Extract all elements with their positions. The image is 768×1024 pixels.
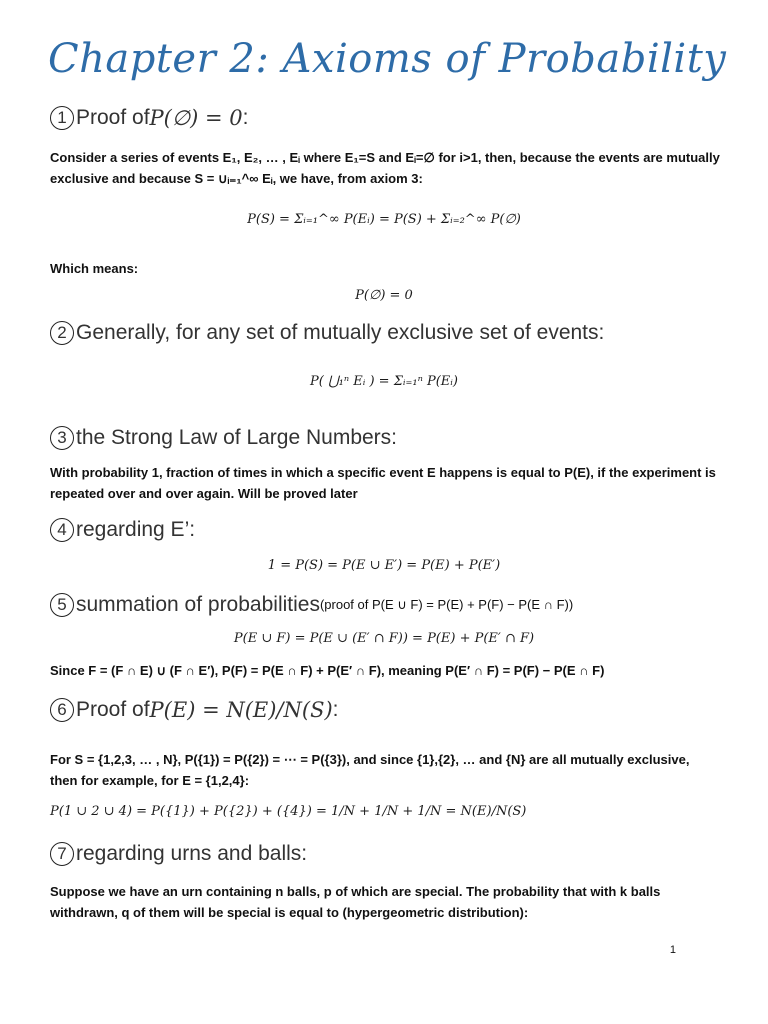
section-1-heading <box>50 106 249 130</box>
section-number: 5 <box>50 593 74 617</box>
equation-2: P(∅) = 0 <box>355 288 413 303</box>
section-7-heading <box>50 842 307 866</box>
section-formula: P(E) = N(E)/N(S) <box>149 698 333 722</box>
section-number: 2 <box>50 321 74 345</box>
section-label: Generally, for any set of mutually exclusive set of events: <box>76 321 605 344</box>
section-number: 1 <box>50 106 74 130</box>
equation-3: P( ⋃₁ⁿ Eᵢ ) = Σᵢ₌₁ⁿ P(Eᵢ) <box>310 374 458 389</box>
section-label: regarding urns and balls: <box>76 842 308 865</box>
paragraph-6: For S = {1,2,3, … , N}, P({1}) = P({2}) = ⋯ = P({3}), and since {1},{2}, … and {N} are all mutually exclusive, then for example, for E = {1,2,4}: <box>50 752 690 788</box>
section-label: Proof of <box>76 698 150 721</box>
section-label: the Strong Law of Large Numbers: <box>76 426 398 449</box>
section-number: 4 <box>50 518 74 542</box>
section-3-heading <box>50 426 397 450</box>
section-colon: : <box>332 698 339 721</box>
page-title: Chapter 2: Axioms of Probability <box>48 36 727 82</box>
paragraph-5: Since F = (F ∩ E) ∪ (F ∩ E′), P(F) = P(E ∩ F) + P(E′ ∩ F), meaning P(E′ ∩ F) = P(F) − P(E ∩ F) <box>50 663 605 678</box>
paragraph-3: With probability 1, fraction of times in which a specific event E happens is equal to P(E), if the experiment is repeated over and over again. Will be proved later <box>50 465 716 501</box>
section-number: 3 <box>50 426 74 450</box>
equation-5: P(E ∪ F) = P(E ∪ (E′ ∩ F)) = P(E) + P(E′ ∩ F) <box>233 631 535 646</box>
equation-6: P(1 ∪ 2 ∪ 4) = P({1}) + P({2}) + ({4}) = 1/N + 1/N + 1/N = N(E)/N(S) <box>50 804 527 819</box>
section-subtitle: (proof of P(E ∪ F) = P(E) + P(F) − P(E ∩ F)) <box>319 597 574 612</box>
section-number: 7 <box>50 842 74 866</box>
section-4-heading <box>50 518 195 542</box>
section-6-heading <box>50 698 339 722</box>
section-colon: : <box>242 106 249 129</box>
section-5-heading <box>50 593 573 617</box>
section-formula: P(∅) = 0 <box>149 106 243 130</box>
section-label: Proof of <box>76 106 150 129</box>
equation-4: 1 = P(S) = P(E ∪ E′) = P(E) + P(E′) <box>267 558 501 573</box>
paragraph-7: Suppose we have an urn containing n balls, p of which are special. The probability that with k balls withdrawn, q of them will be special is equal to (hypergeometric distribution): <box>50 884 661 920</box>
equation-1: P(S) = Σᵢ₌₁^∞ P(Eᵢ) = P(S) + Σᵢ₌₂^∞ P(∅) <box>247 212 521 227</box>
page-number: 1 <box>669 944 676 956</box>
which-means-text: Which means: <box>50 261 139 276</box>
section-2-heading <box>50 321 604 345</box>
section-number: 6 <box>50 698 74 722</box>
paragraph-1: Consider a series of events E₁, E₂, … , Eᵢ where E₁=S and Eᵢ=∅ for i>1, then, because the events are mutually exclusive and because S = ∪ᵢ₌₁^∞ Eᵢ, we have, from axiom 3: <box>50 150 720 186</box>
section-label: regarding E’: <box>76 518 196 541</box>
section-label: summation of probabilities <box>76 593 320 616</box>
